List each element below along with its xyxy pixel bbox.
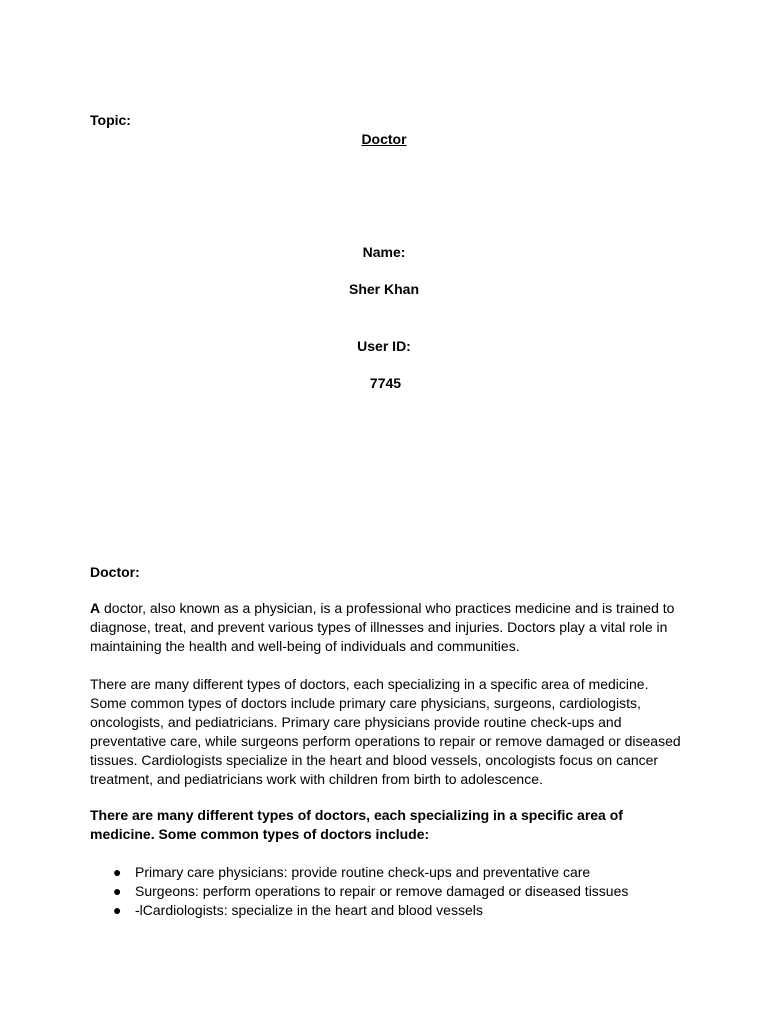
topic-label: Topic:: [90, 112, 131, 128]
list-item: [90, 863, 690, 882]
userid-value: 7745: [369, 375, 402, 391]
paragraph-intro: [90, 599, 690, 656]
bullet-icon: ●: [113, 902, 122, 918]
name-value: Sher Khan: [348, 281, 419, 297]
topic-value: Doctor: [361, 131, 407, 147]
name-label: Name:: [362, 244, 406, 260]
paragraph-intro-body: doctor, also known as a physician, is a professional who practices medicine and is trained to diagnose, treat, and prevent various types of illnesses and injuries. Doctors play a vital role in maintaining the health and well-being of individuals and communities.: [90, 600, 675, 654]
bullet-icon: ●: [113, 864, 122, 880]
paragraph-types-summary: There are many different types of doctors, each specializing in a specific area of medicine. Some common types of doctors include:: [90, 807, 623, 842]
paragraph-types: There are many different types of doctors, each specializing in a specific area of medicine. Some common types of doctors include primary care physicians, surgeons, cardiologists, oncologists, and pediatricians. Primary care physicians provide routine check-ups and preventative care, while surgeons perform operations to repair or remove damaged or diseased tissues. Cardiologists specialize in the heart and blood vessels, oncologists focus on cancer treatment, and pediatricians work with children from birth to adolescence.: [90, 676, 681, 787]
list-item-text: -lCardiologists: specialize in the heart and blood vessels: [135, 902, 483, 918]
list-item: [90, 882, 690, 901]
paragraph-intro-lead: A: [90, 600, 101, 616]
bullet-icon: ●: [113, 883, 122, 899]
doctor-types-list: [90, 863, 690, 920]
list-item: [90, 901, 690, 920]
userid-label: User ID:: [357, 338, 411, 354]
section-heading: Doctor:: [90, 564, 140, 580]
list-item-text: Primary care physicians: provide routine check-ups and preventative care: [135, 864, 591, 880]
list-item-text: Surgeons: perform operations to repair or remove damaged or diseased tissues: [135, 883, 629, 899]
